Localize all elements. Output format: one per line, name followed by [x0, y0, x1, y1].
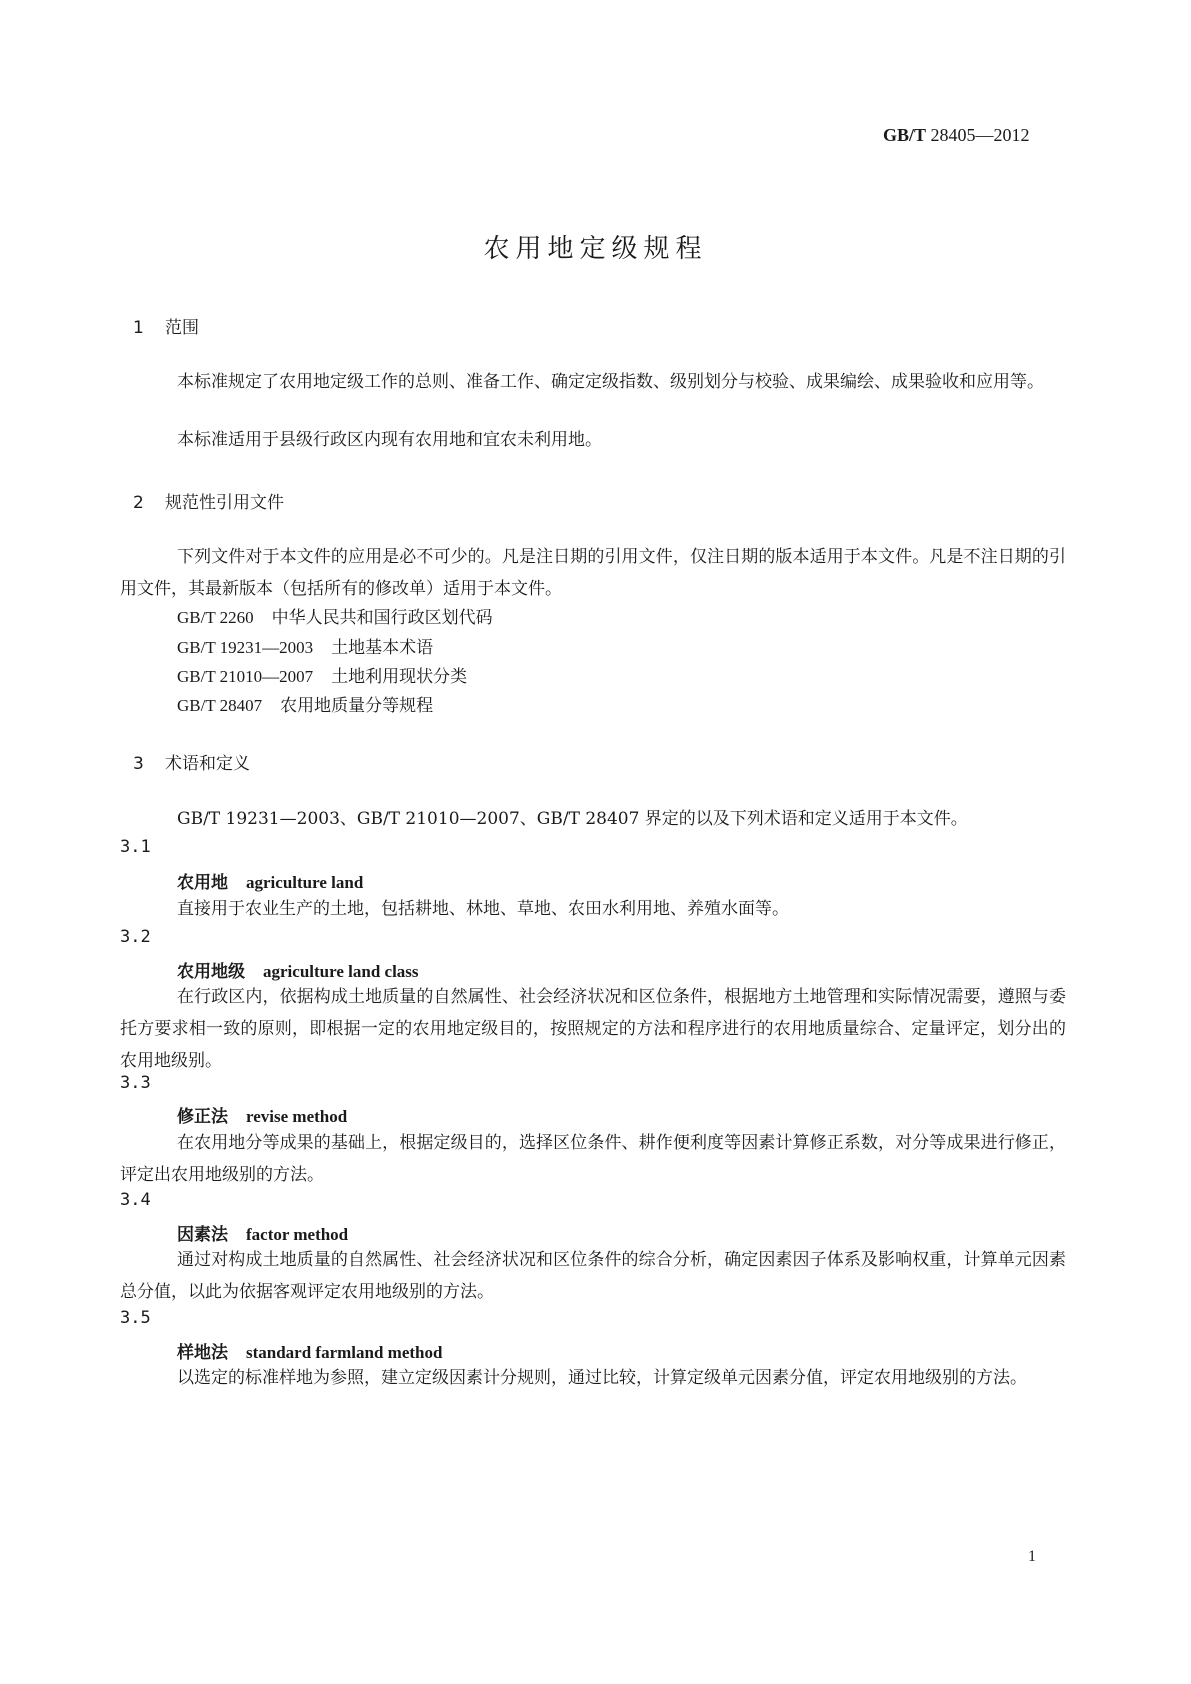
section-3-heading: [133, 749, 250, 774]
document-title: 农用地定级规程: [483, 234, 708, 264]
section-title: 术语和定义: [165, 754, 250, 774]
term-en: agriculture land class: [263, 962, 419, 981]
section-title: 规范性引用文件: [165, 493, 284, 513]
term-en: revise method: [246, 1107, 348, 1126]
reference-item: [177, 633, 433, 658]
reference-code: GB/T 2260: [177, 608, 254, 627]
section-title: 范围: [165, 318, 199, 338]
term-definition: 以选定的标准样地为参照，建立定级因素计分规则，通过比较，计算定级单元因素分值，评定农用地级别的方法。: [177, 1368, 1027, 1388]
term-zh: 修正法: [177, 1107, 228, 1127]
section-1-heading: [133, 313, 199, 338]
reference-code: GB/T 19231—2003: [177, 638, 314, 657]
term-heading: [177, 1220, 348, 1245]
term-en: factor method: [246, 1225, 349, 1244]
term-zh: 农用地: [177, 873, 228, 893]
term-zh: 因素法: [177, 1225, 228, 1245]
reference-code: GB/T 28407: [177, 696, 263, 715]
clause-number: 3.3: [120, 1073, 151, 1093]
term-heading: [177, 1338, 442, 1363]
reference-name: 中华人民共和国行政区划代码: [271, 608, 493, 628]
clause-number: 3.5: [120, 1308, 151, 1328]
clause-number: 3.4: [120, 1190, 151, 1210]
section-2-heading: [133, 488, 284, 513]
reference-item: [177, 691, 433, 716]
clause-number: 3.1: [120, 837, 151, 857]
standard-code: 28405—2012: [930, 125, 1030, 145]
term-heading: [177, 957, 419, 982]
standard-number: [883, 125, 1030, 146]
term-definition: 在行政区内，依据构成土地质量的自然属性、社会经济状况和区位条件，根据地方土地管理和实际情况需要，遵照与委托方要求相一致的原则，即根据一定的农用地定级目的，按照规定的方法和程序进行的农用地质量综合、定量评定，划分出的农用地级别。: [120, 987, 1066, 1071]
reference-name: 土地基本术语: [331, 638, 434, 658]
term-heading: [177, 868, 363, 893]
reference-code: GB/T 21010—2007: [177, 667, 314, 686]
section-1-paragraph-1: 本标准规定了农用地定级工作的总则、准备工作、确定定级指数、级别划分与校验、成果编绘、成果验收和应用等。: [177, 372, 1044, 392]
reference-name: 农用地质量分等规程: [280, 696, 434, 716]
term-heading: [177, 1102, 347, 1127]
clause-number: 3.2: [120, 927, 151, 947]
section-number: 2: [133, 493, 144, 513]
section-number: 1: [133, 318, 144, 338]
reference-item: [177, 662, 467, 687]
reference-item: [177, 603, 493, 628]
term-zh: 农用地级: [177, 962, 245, 982]
section-3-paragraph-1: GB/T 19231—2003、GB/T 21010—2007、GB/T 28407 界定的以及下列术语和定义适用于本文件。: [177, 809, 968, 829]
term-definition: 通过对构成土地质量的自然属性、社会经济状况和区位条件的综合分析，确定因素因子体系及影响权重，计算单元因素总分值，以此为依据客观评定农用地级别的方法。: [120, 1250, 1066, 1302]
term-zh: 样地法: [177, 1343, 228, 1363]
reference-name: 土地利用现状分类: [331, 667, 468, 687]
term-en: agriculture land: [246, 873, 364, 892]
section-2-paragraph-1: 下列文件对于本文件的应用是必不可少的。凡是注日期的引用文件，仅注日期的版本适用于本文件。凡是不注日期的引用文件，其最新版本（包括所有的修改单）适用于本文件。: [120, 547, 1066, 599]
term-en: standard farmland method: [246, 1343, 443, 1362]
section-1-paragraph-2: 本标准适用于县级行政区内现有农用地和宜农未利用地。: [177, 430, 602, 450]
term-definition: 直接用于农业生产的土地，包括耕地、林地、草地、农田水利用地、养殖水面等。: [177, 899, 789, 919]
section-number: 3: [133, 754, 144, 774]
standard-prefix: GB/T: [883, 125, 927, 145]
page-number: 1: [1028, 1548, 1036, 1565]
term-definition: 在农用地分等成果的基础上，根据定级目的，选择区位条件、耕作便利度等因素计算修正系数，对分等成果进行修正，评定出农用地级别的方法。: [120, 1133, 1066, 1185]
